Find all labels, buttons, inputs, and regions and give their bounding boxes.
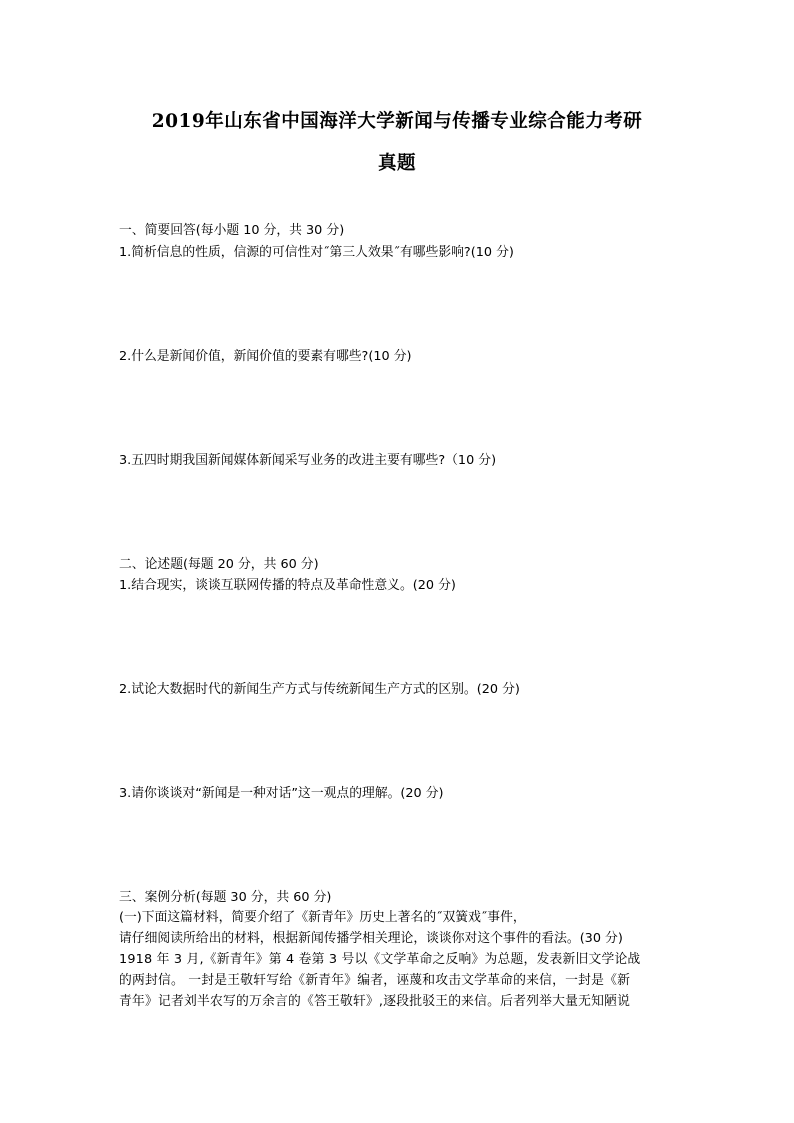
section-1-question-2: 2.什么是新闻价值，新闻价值的要素有哪些?(10 分) [119, 349, 412, 364]
section-1-question-1: 1.简析信息的性质，信源的可信性对˝第三人效果˝有哪些影响?(10 分) [119, 245, 514, 260]
section-3-text-line: 请仔细阅读所给出的材料，根据新闻传播学相关理论，谈谈你对这个事件的看法。(30 分) [119, 931, 623, 946]
section-3-text-line: 1918 年 3 月,《新青年》第 4 卷第 3 号以《文学革命之反响》为总题，发表新旧文学论战 [119, 952, 641, 967]
document-title-continued: 真题 [377, 153, 416, 174]
section-2-question-2: 2.试论大数据时代的新闻生产方式与传统新闻生产方式的区别。(20 分) [119, 682, 520, 697]
section-2-question-1: 1.结合现实，谈谈互联网传播的特点及革命性意义。(20 分) [119, 578, 456, 593]
section-3-text-line: (一)下面这篇材料，简要介绍了《新青年》历史上著名的˝双簧戏˝事件， [119, 910, 526, 925]
section-3-text-line: 青年》记者刘半农写的万余言的《答王敬轩》,逐段批驳王的来信。后者列举大量无知陋说 [119, 994, 631, 1009]
section-1-heading: 一、简要回答(每小题 10 分，共 30 分) [119, 223, 345, 238]
section-2-heading: 二、论述题(每题 20 分，共 60 分) [119, 557, 319, 572]
section-2-question-3: 3.请你谈谈对“新闻是一种对话”这一观点的理解。(20 分) [119, 786, 444, 801]
section-3-heading: 三、案例分析(每题 30 分，共 60 分) [119, 890, 332, 905]
section-1-question-3: 3.五四时期我国新闻媒体新闻采写业务的改进主要有哪些?（10 分) [119, 453, 497, 468]
document-title: 2019年山东省中国海洋大学新闻与传播专业综合能力考研 [151, 111, 643, 132]
section-3-text-line: 的两封信。 一封是王敬轩写给《新青年》编者，诬蔑和攻击文学革命的来信，一封是《新 [119, 973, 631, 988]
